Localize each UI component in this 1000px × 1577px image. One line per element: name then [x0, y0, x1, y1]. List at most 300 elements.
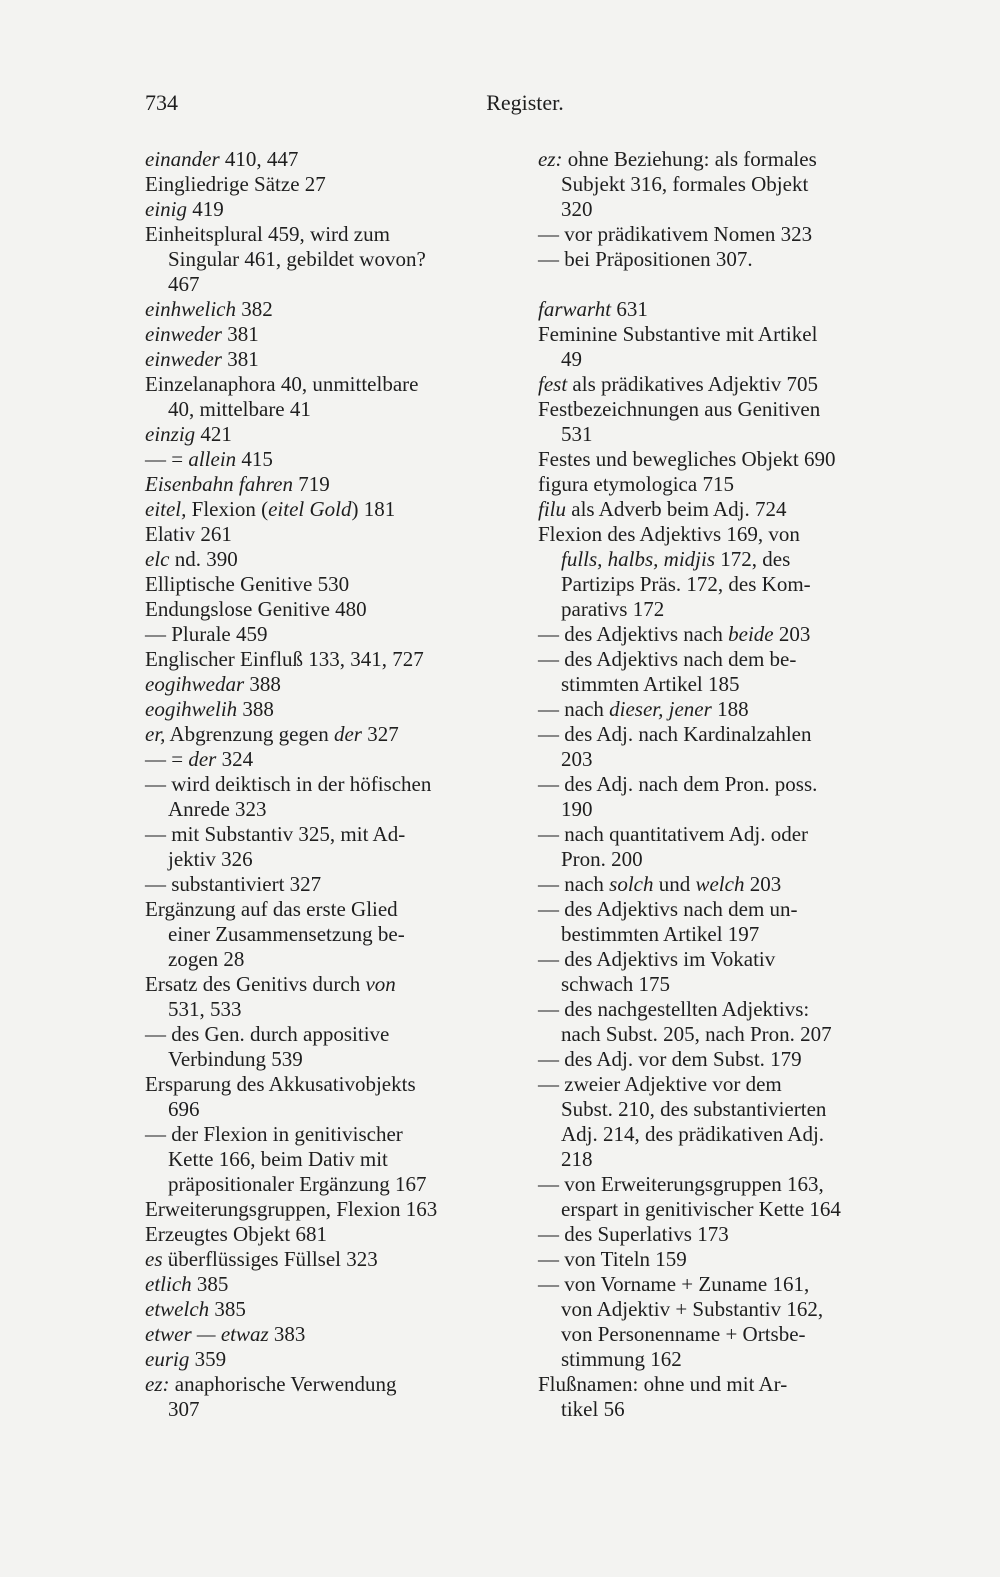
index-entry-line [145, 1222, 505, 1247]
index-text: Flexion ( [186, 497, 269, 521]
index-column-right [538, 147, 903, 1422]
index-text: Flexion des Adjektivs 169, von [538, 522, 800, 546]
index-entry-line [145, 1347, 505, 1372]
index-term-italic: der [333, 722, 362, 746]
index-entry-line [538, 1222, 903, 1247]
index-term-italic: einzig [145, 422, 196, 446]
index-entry-line [145, 1197, 505, 1222]
index-text: stimmten Artikel 185 [561, 672, 740, 696]
index-entry-line [538, 472, 903, 497]
index-text: figura etymologica 715 [538, 472, 734, 496]
index-entry-line [538, 622, 903, 647]
index-entry-line [538, 1022, 903, 1047]
index-text: 415 [236, 447, 273, 471]
index-entry-line [145, 597, 505, 622]
index-entry-line [145, 547, 505, 572]
index-entry [538, 497, 903, 522]
index-term-italic: eogihwedar [145, 672, 245, 696]
index-entry-line [538, 497, 903, 522]
index-entry-line [145, 947, 505, 972]
index-entry-line [145, 522, 505, 547]
index-text: — des Superlativs 173 [538, 1222, 729, 1246]
index-text: Elativ 261 [145, 522, 232, 546]
index-text: 419 [187, 197, 224, 221]
index-text: 696 [168, 1097, 200, 1121]
index-entry [145, 1022, 505, 1072]
index-text: ) 181 [351, 497, 396, 521]
index-text: Ersatz des Genitivs durch [145, 972, 366, 996]
index-term-italic: von [365, 972, 396, 996]
index-entry-line [145, 1297, 505, 1322]
index-text: Elliptische Genitive 530 [145, 572, 350, 596]
index-entry [538, 1222, 903, 1247]
index-entry [145, 1247, 505, 1272]
index-entry [538, 1172, 903, 1222]
index-text: Anrede 323 [168, 797, 267, 821]
index-term-italic: dieser, jener [609, 697, 712, 721]
index-text: Subst. 210, des substantivierten [561, 1097, 827, 1121]
index-text: und [653, 872, 696, 896]
index-text: — von Vorname + Zuname 161, [538, 1272, 810, 1296]
index-text: überflüssiges Füllsel 323 [162, 1247, 378, 1271]
index-text: 40, mittelbare 41 [168, 397, 311, 421]
index-entry-line [538, 1147, 903, 1172]
index-text: parativs 172 [561, 597, 665, 621]
index-term-italic: einander [145, 147, 220, 171]
index-entry [145, 597, 505, 622]
index-text: 320 [561, 197, 593, 221]
index-entry-line [538, 947, 903, 972]
index-text: — des Adjektivs nach dem be- [538, 647, 797, 671]
index-entry-line [538, 1197, 903, 1222]
index-text: 382 [235, 297, 273, 321]
index-text: jektiv 326 [168, 847, 253, 871]
index-entry-line [538, 322, 903, 347]
index-text: 531 [561, 422, 593, 446]
index-text: Abgrenzung gegen [165, 722, 334, 746]
index-entry [538, 722, 903, 772]
index-entry [538, 647, 903, 697]
index-entry-line [145, 397, 505, 422]
index-entry-line [538, 847, 903, 872]
index-entry-line [538, 897, 903, 922]
index-entry [145, 647, 505, 672]
index-entry [145, 972, 505, 1022]
index-entry [145, 1222, 505, 1247]
index-text: Kette 166, beim Dativ mit [168, 1147, 388, 1171]
index-entry [145, 897, 505, 972]
index-entry-line [538, 372, 903, 397]
index-entry-line [538, 1272, 903, 1297]
index-text: 203 [744, 872, 782, 896]
index-entry [538, 872, 903, 897]
index-entry-line [145, 372, 505, 397]
index-entry [538, 947, 903, 997]
index-entry-line [145, 772, 505, 797]
index-text: als prädikatives Adjektiv 705 [567, 372, 818, 396]
index-text: Verbindung 539 [168, 1047, 303, 1071]
index-entry [538, 822, 903, 872]
index-term-italic: elc [145, 547, 170, 571]
index-text: — bei Präpositionen 307. [538, 247, 753, 271]
index-entry-line [538, 1347, 903, 1372]
index-text: 385 [191, 1272, 229, 1296]
index-text: 421 [195, 422, 232, 446]
index-entry-line [538, 647, 903, 672]
index-term-italic: filu [538, 497, 567, 521]
index-text: — des Adj. nach dem Pron. poss. [538, 772, 818, 796]
index-entry-line [538, 1172, 903, 1197]
index-entry-line [538, 922, 903, 947]
index-term-italic: farwarht [538, 297, 612, 321]
index-entry [538, 997, 903, 1047]
index-text: — = [145, 747, 189, 771]
index-entry-line [145, 297, 505, 322]
index-text: zogen 28 [168, 947, 245, 971]
index-text: — von Titeln 159 [538, 1247, 687, 1271]
index-entry [145, 347, 505, 372]
index-entry-line [538, 247, 903, 272]
index-entry [145, 297, 505, 322]
index-text: 203 [561, 747, 593, 771]
index-entry [145, 1347, 505, 1372]
index-text: 531, 533 [168, 997, 242, 1021]
index-entry-line [538, 822, 903, 847]
section-gap [538, 272, 903, 297]
index-text: 190 [561, 797, 593, 821]
index-text: nach Subst. 205, nach Pron. 207 [561, 1022, 832, 1046]
index-entry-line [538, 1097, 903, 1122]
index-term-italic: ez: [145, 1372, 170, 1396]
index-text: bestimmten Artikel 197 [561, 922, 760, 946]
page-number: 734 [145, 90, 178, 115]
index-entry [538, 147, 903, 222]
index-entry-line [538, 422, 903, 447]
index-term-italic: etlich [145, 1272, 192, 1296]
index-entry-line [538, 772, 903, 797]
index-entry [145, 147, 505, 172]
index-text: — mit Substantiv 325, mit Ad- [145, 822, 406, 846]
index-term-italic: etwer — etwaz [145, 1322, 269, 1346]
index-entry-line [538, 197, 903, 222]
index-column-left [145, 147, 505, 1422]
index-text: Eingliedrige Sätze 27 [145, 172, 326, 196]
index-text: 383 [268, 1322, 306, 1346]
index-text: Pron. 200 [561, 847, 643, 871]
index-entry-line [538, 997, 903, 1022]
index-entry-line [145, 847, 505, 872]
index-entry-line [145, 872, 505, 897]
index-entry-line [538, 172, 903, 197]
index-entry-line [145, 272, 505, 297]
index-term-italic: solch [609, 872, 654, 896]
index-term-italic: eurig [145, 1347, 190, 1371]
index-text: 172, des [715, 547, 791, 571]
index-text: — vor prädikativem Nomen 323 [538, 222, 813, 246]
index-term-italic: einweder [145, 347, 222, 371]
index-entry-line [145, 247, 505, 272]
index-entry [145, 197, 505, 222]
index-text: — der Flexion in genitivischer [145, 1122, 403, 1146]
index-text: Einheitsplural 459, wird zum [145, 222, 390, 246]
index-term-italic: es [145, 1247, 163, 1271]
index-term-italic: eitel, [145, 497, 187, 521]
index-entry-line [145, 422, 505, 447]
index-text: — des nachgestellten Adjektivs: [538, 997, 810, 1021]
index-entry [538, 622, 903, 647]
index-text: 218 [561, 1147, 593, 1171]
index-entry [538, 222, 903, 247]
index-entry-line [145, 1322, 505, 1347]
index-text: 631 [611, 297, 648, 321]
index-entry [538, 247, 903, 272]
index-entry-line [538, 722, 903, 747]
index-text: — des Adj. vor dem Subst. 179 [538, 1047, 802, 1071]
index-entry-line [538, 597, 903, 622]
index-term-italic: allein [188, 447, 237, 471]
index-entry [145, 547, 505, 572]
index-term-italic: etwelch [145, 1297, 210, 1321]
index-entry-line [538, 1322, 903, 1347]
index-entry-line [538, 747, 903, 772]
index-entry [145, 422, 505, 447]
index-text: 327 [361, 722, 399, 746]
index-text: von Adjektiv + Substantiv 162, [561, 1297, 824, 1321]
index-entry [145, 772, 505, 822]
index-text: 49 [561, 347, 582, 371]
index-text: Ergänzung auf das erste Glied [145, 897, 398, 921]
index-entry-line [538, 447, 903, 472]
index-text: — wird deiktisch in der höfischen [145, 772, 432, 796]
index-entry [145, 1322, 505, 1347]
index-entry [538, 297, 903, 322]
index-entry-line [538, 1372, 903, 1397]
index-text: — des Adjektivs im Vokativ [538, 947, 776, 971]
index-entry [145, 872, 505, 897]
index-entry-line [538, 297, 903, 322]
index-text: Singular 461, gebildet wovon? [168, 247, 426, 271]
index-text: einer Zusammensetzung be- [168, 922, 405, 946]
index-entry-line [145, 747, 505, 772]
index-text: 467 [168, 272, 200, 296]
index-entry [145, 372, 505, 422]
index-term-italic: fest [538, 372, 568, 396]
index-text: Ersparung des Akkusativobjekts [145, 1072, 416, 1096]
index-entry-line [145, 172, 505, 197]
index-entry-line [538, 872, 903, 897]
index-text: 719 [292, 472, 330, 496]
index-text: — des Adjektivs nach [538, 622, 729, 646]
index-entry [538, 897, 903, 947]
index-entry [145, 622, 505, 647]
index-text: 381 [221, 347, 259, 371]
index-entry-line [145, 447, 505, 472]
index-text: Einzelanaphora 40, unmittelbare [145, 372, 419, 396]
index-entry [145, 172, 505, 197]
index-entry [145, 1072, 505, 1122]
index-entry [145, 1297, 505, 1322]
index-entry-line [145, 997, 505, 1022]
index-entry-line [538, 347, 903, 372]
index-entry [145, 497, 505, 522]
index-term-italic: einig [145, 197, 187, 221]
index-entry [538, 1072, 903, 1172]
index-entry-line [538, 547, 903, 572]
index-entry-line [145, 1372, 505, 1397]
index-text: — des Adj. nach Kardinalzahlen [538, 722, 812, 746]
running-head-title: Register. [486, 90, 564, 115]
index-entry-line [145, 697, 505, 722]
index-entry-line [145, 222, 505, 247]
index-term-italic: eogihwelih [145, 697, 238, 721]
index-text: — nach [538, 872, 610, 896]
index-entry-line [538, 1397, 903, 1422]
index-entry [145, 822, 505, 872]
index-entry [538, 522, 903, 622]
index-entry-line [538, 222, 903, 247]
index-entry-line [145, 347, 505, 372]
index-term-italic: ez: [538, 147, 563, 171]
index-text: 385 [209, 1297, 246, 1321]
index-text: 203 [773, 622, 811, 646]
index-entry-line [145, 1022, 505, 1047]
index-text: 307 [168, 1397, 200, 1421]
index-text: Englischer Einfluß 133, 341, 727 [145, 647, 424, 671]
index-entry-line [145, 1097, 505, 1122]
index-entry [145, 697, 505, 722]
index-entry-line [538, 972, 903, 997]
index-entry [145, 672, 505, 697]
index-entry-line [145, 722, 505, 747]
index-entry [538, 1247, 903, 1272]
index-entry [145, 1197, 505, 1222]
index-term-italic: welch [695, 872, 745, 896]
index-text: Festbezeichnungen aus Genitiven [538, 397, 821, 421]
index-entry [538, 697, 903, 722]
index-entry-line [145, 1247, 505, 1272]
index-entry-line [538, 147, 903, 172]
index-entry-line [145, 922, 505, 947]
index-term-italic: er, [145, 722, 166, 746]
index-text: 359 [189, 1347, 227, 1371]
index-term-italic: einweder [145, 322, 222, 346]
index-entry [145, 1372, 505, 1422]
index-entry-line [538, 1072, 903, 1097]
index-entry-line [145, 672, 505, 697]
index-text: — des Adjektivs nach dem un- [538, 897, 798, 921]
index-text: 388 [237, 697, 274, 721]
index-entry [145, 572, 505, 597]
index-text: stimmung 162 [561, 1347, 682, 1371]
index-entry [538, 372, 903, 397]
index-entry-line [145, 197, 505, 222]
index-entry-line [538, 1047, 903, 1072]
index-entry [145, 447, 505, 472]
index-text: Subjekt 316, formales Objekt [561, 172, 809, 196]
index-term-italic: fulls, halbs, midjis [561, 547, 716, 571]
index-entry [538, 472, 903, 497]
index-text: 381 [221, 322, 259, 346]
index-text: 410, 447 [219, 147, 299, 171]
index-text: anaphorische Verwendung [169, 1372, 397, 1396]
index-text: Endungslose Genitive 480 [145, 597, 367, 621]
index-entry-line [145, 1072, 505, 1097]
index-entry [145, 222, 505, 297]
index-entry [538, 1372, 903, 1422]
index-entry-line [538, 797, 903, 822]
index-entry-line [145, 1047, 505, 1072]
index-entry-line [145, 1397, 505, 1422]
index-entry-line [538, 697, 903, 722]
index-entry [538, 447, 903, 472]
index-text: — Plurale 459 [145, 622, 268, 646]
index-entry-line [145, 1147, 505, 1172]
index-text: erspart in genitivischer Kette 164 [561, 1197, 841, 1221]
index-entry-line [145, 572, 505, 597]
index-text: als Adverb beim Adj. 724 [566, 497, 787, 521]
index-text: — nach quantitativem Adj. oder [538, 822, 809, 846]
index-term-italic: Eisenbahn fahren [145, 472, 293, 496]
index-entry-line [145, 822, 505, 847]
index-text: Feminine Substantive mit Artikel [538, 322, 818, 346]
index-text: Partizips Präs. 172, des Kom- [561, 572, 811, 596]
index-entry-line [145, 322, 505, 347]
index-text: — substantiviert 327 [145, 872, 322, 896]
index-entry [538, 1047, 903, 1072]
index-entry-line [538, 522, 903, 547]
index-text: — nach [538, 697, 610, 721]
index-term-italic: der [188, 747, 217, 771]
index-text: 188 [711, 697, 749, 721]
index-entry-line [145, 797, 505, 822]
index-text: ohne Beziehung: als formales [562, 147, 817, 171]
index-text: — zweier Adjektive vor dem [538, 1072, 782, 1096]
index-text: — von Erweiterungsgruppen 163, [538, 1172, 824, 1196]
index-entry-line [538, 397, 903, 422]
index-entry [538, 397, 903, 447]
index-entry-line [145, 497, 505, 522]
index-text: 388 [244, 672, 281, 696]
index-entry [538, 1272, 903, 1372]
index-entry [145, 472, 505, 497]
index-text: schwach 175 [561, 972, 671, 996]
index-entry [145, 522, 505, 547]
index-text: tikel 56 [561, 1397, 625, 1421]
index-entry-line [538, 572, 903, 597]
index-entry-line [145, 897, 505, 922]
index-entry-line [538, 1297, 903, 1322]
index-entry [145, 747, 505, 772]
index-entry-line [145, 622, 505, 647]
index-entry-line [538, 672, 903, 697]
index-text: Adj. 214, des prädikativen Adj. [561, 1122, 825, 1146]
index-entry-line [145, 147, 505, 172]
index-term-italic: einhwelich [145, 297, 236, 321]
index-text: präpositionaler Ergänzung 167 [168, 1172, 427, 1196]
index-text: 324 [216, 747, 254, 771]
index-text: — = [145, 447, 189, 471]
index-entry [538, 772, 903, 822]
index-text: nd. 390 [169, 547, 238, 571]
index-text: Erzeugtes Objekt 681 [145, 1222, 327, 1246]
index-entry [145, 1272, 505, 1297]
index-entry-line [145, 472, 505, 497]
index-text: Festes und bewegliches Objekt 690 [538, 447, 836, 471]
index-entry-line [538, 1122, 903, 1147]
index-entry-line [145, 972, 505, 997]
index-entry-line [145, 1122, 505, 1147]
index-entry-line [145, 1172, 505, 1197]
